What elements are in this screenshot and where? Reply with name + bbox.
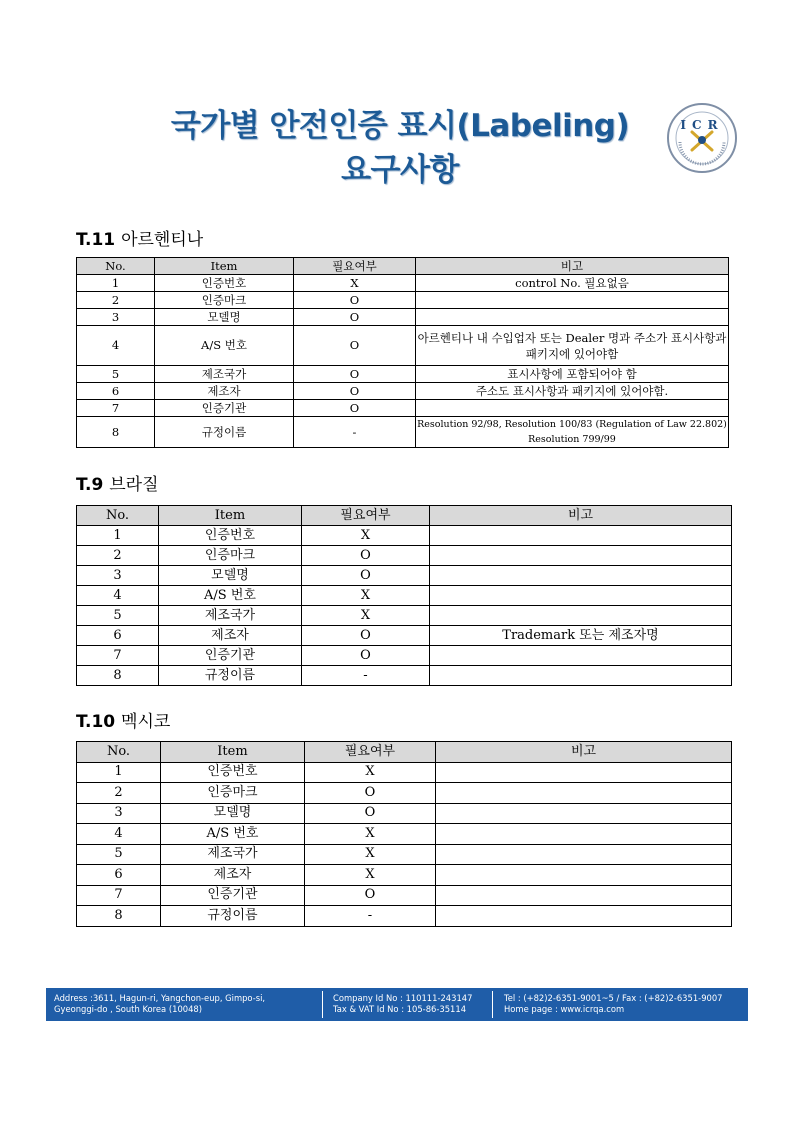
cell-item: 제조자 [161,865,305,886]
cell-required: O [294,326,416,366]
cell-item: 인증마크 [155,292,294,309]
cell-note [430,606,732,626]
cell-no: 2 [77,292,155,309]
cell-note [430,546,732,566]
cell-note [430,666,732,686]
cell-note [436,906,732,927]
header-item: Item [159,506,302,526]
cell-note [436,844,732,865]
header-note: 비고 [430,506,732,526]
cell-no: 1 [77,526,159,546]
table-header-row [77,258,729,275]
cell-required: O [294,309,416,326]
argentina-table [76,257,729,448]
table-row [77,326,729,366]
cell-item: 모델명 [159,566,302,586]
cell-item: 인증기관 [155,400,294,417]
cell-item: 인증기관 [161,885,305,906]
cell-required: O [305,783,436,804]
cell-no: 4 [77,824,161,845]
cell-note [430,646,732,666]
cell-note [430,586,732,606]
cell-note: control No. 필요없음 [416,275,729,292]
header-note: 비고 [416,258,729,275]
cell-required: - [305,906,436,927]
cell-required: O [302,626,430,646]
header-required: 필요여부 [302,506,430,526]
table-row [77,366,729,383]
cell-item: 인증마크 [161,783,305,804]
cell-no: 7 [77,646,159,666]
cell-note [416,292,729,309]
cell-no: 8 [77,666,159,686]
cell-item: 제조국가 [161,844,305,865]
cell-item: 인증마크 [159,546,302,566]
cell-item: 인증번호 [159,526,302,546]
footer-tax-id: Tax & VAT Id No : 105-86-35114 [333,1004,467,1014]
cell-required: O [294,292,416,309]
cell-no: 6 [77,865,161,886]
cell-item: 인증기관 [159,646,302,666]
table-header-row [77,506,732,526]
header-item: Item [155,258,294,275]
table-row [77,865,732,886]
cell-no: 1 [77,762,161,783]
cell-required: O [305,885,436,906]
cell-item: A/S 번호 [161,824,305,845]
brazil-table [76,505,732,686]
cell-item: 제조자 [155,383,294,400]
cell-note [430,526,732,546]
table-row [77,526,732,546]
cell-required: X [305,865,436,886]
footer-tel-fax: Tel : (+82)2-6351-9001~5 / Fax : (+82)2-6351-9007 [504,993,723,1003]
logo-text: ICR [680,118,724,132]
mexico-table [76,741,732,927]
cell-required: - [294,417,416,448]
cell-required: X [294,275,416,292]
cell-required: O [294,366,416,383]
cell-required: O [302,566,430,586]
cell-no: 8 [77,906,161,927]
cell-note [436,824,732,845]
cell-note: 주소도 표시사항과 패키지에 있어야함. [416,383,729,400]
section-country: 브라질 [109,475,159,495]
cell-no: 5 [77,366,155,383]
cell-no: 5 [77,606,159,626]
cell-item: 규정이름 [159,666,302,686]
footer-address [54,993,265,1015]
cell-required: O [302,646,430,666]
cell-no: 2 [77,783,161,804]
cell-no: 5 [77,844,161,865]
table-row [77,566,732,586]
cell-item: 규정이름 [161,906,305,927]
table-row [77,844,732,865]
icr-seal-icon [666,102,738,174]
table-row [77,606,732,626]
cell-note: 아르헨티나 내 수입업자 또는 Dealer 명과 주소가 표시사항과 패키지에 있어야함 [416,326,729,366]
cell-required: X [305,844,436,865]
cell-no: 6 [77,383,155,400]
section-title-mexico [76,711,170,733]
footer-divider [322,991,323,1018]
cell-no: 6 [77,626,159,646]
table-row [77,646,732,666]
cell-item: 모델명 [155,309,294,326]
header-no: No. [77,258,155,275]
table-row [77,292,729,309]
cell-note: Resolution 92/98, Resolution 100/83 (Regulation of Law 22.802) Resolution 799/99 [416,417,729,448]
cell-required: O [294,383,416,400]
cell-item: 인증번호 [155,275,294,292]
section-code: T.9 [76,475,104,495]
cell-note [430,566,732,586]
cell-required: O [294,400,416,417]
cell-required: X [305,762,436,783]
cell-no: 2 [77,546,159,566]
header-no: No. [77,506,159,526]
cell-required: X [302,526,430,546]
table-row [77,586,732,606]
header-required: 필요여부 [305,742,436,763]
cell-required: X [302,606,430,626]
section-code: T.11 [76,230,116,250]
cell-note [436,762,732,783]
cell-item: A/S 번호 [159,586,302,606]
cell-no: 8 [77,417,155,448]
cell-note: 표시사항에 포함되어야 함 [416,366,729,383]
footer-address-line2: Gyeonggi-do , South Korea (10048) [54,1004,203,1014]
footer-homepage-link[interactable]: Home page : www.icrqa.com [504,1004,625,1014]
footer-company-id: Company Id No : 110111-243147 [333,993,473,1003]
cell-no: 7 [77,885,161,906]
header-note: 비고 [436,742,732,763]
footer-contact [504,993,723,1015]
footer-divider [492,991,493,1018]
cell-item: 제조국가 [155,366,294,383]
cell-no: 4 [77,326,155,366]
table-row [77,824,732,845]
cell-item: 모델명 [161,803,305,824]
page-title [120,104,680,192]
page-title-line2: 요구사항 [341,152,459,188]
cell-required: O [305,803,436,824]
table-header-row [77,742,732,763]
cell-required: O [302,546,430,566]
cell-note: Trademark 또는 제조자명 [430,626,732,646]
cell-note [436,783,732,804]
table-row [77,275,729,292]
cell-no: 4 [77,586,159,606]
table-row [77,383,729,400]
cell-required: - [302,666,430,686]
table-row [77,666,732,686]
footer-company-ids [333,993,472,1015]
cell-item: 규정이름 [155,417,294,448]
header-item: Item [161,742,305,763]
footer-address-line1: Address :3611, Hagun-ri, Yangchon-eup, Gimpo-si, [54,993,266,1003]
table-row [77,309,729,326]
cell-required: X [305,824,436,845]
section-title-brazil [76,474,159,496]
table-row [77,885,732,906]
section-code: T.10 [76,712,116,732]
table-row [77,546,732,566]
cell-item: 제조국가 [159,606,302,626]
page-title-line1: 국가별 안전인증 표시(Labeling) [170,108,630,144]
table-row [77,762,732,783]
table-row [77,803,732,824]
table-row [77,783,732,804]
cell-note [416,309,729,326]
section-country: 멕시코 [121,712,171,732]
cell-item: 인증번호 [161,762,305,783]
cell-item: A/S 번호 [155,326,294,366]
page-footer [46,988,748,1021]
cell-note [416,400,729,417]
cell-no: 3 [77,566,159,586]
section-country: 아르헨티나 [121,230,204,250]
cell-no: 3 [77,309,155,326]
cell-note [436,803,732,824]
cell-required: X [302,586,430,606]
table-row [77,626,732,646]
cell-no: 3 [77,803,161,824]
header-required: 필요여부 [294,258,416,275]
table-row [77,906,732,927]
header-no: No. [77,742,161,763]
cell-no: 7 [77,400,155,417]
table-row [77,417,729,448]
cell-note [436,865,732,886]
cell-no: 1 [77,275,155,292]
table-row [77,400,729,417]
section-title-argentina [76,229,203,251]
cell-note [436,885,732,906]
cell-item: 제조자 [159,626,302,646]
